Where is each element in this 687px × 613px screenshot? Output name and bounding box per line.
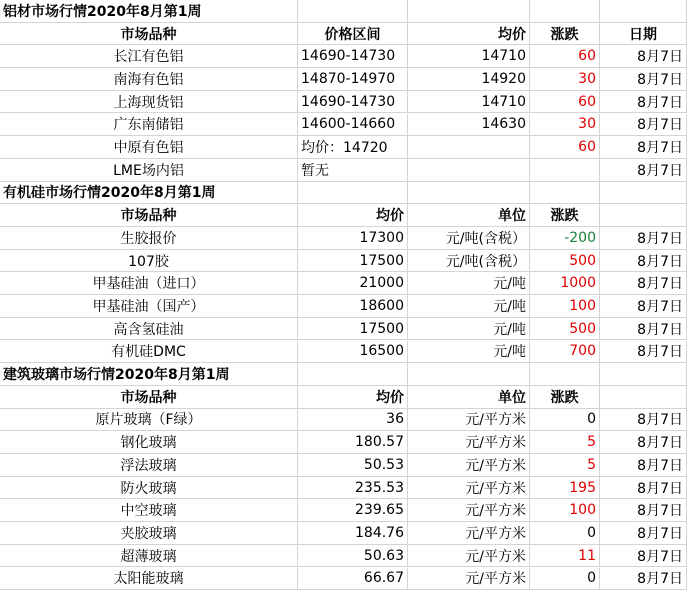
price-range-cell[interactable]: 14870-14970 <box>298 68 408 91</box>
unit-cell[interactable]: 元/吨(含税） <box>408 227 530 250</box>
empty-cell[interactable] <box>600 204 687 227</box>
table-row <box>0 545 687 568</box>
avg-price-cell[interactable]: 21000 <box>298 272 408 295</box>
market-name-cell[interactable]: LME场内铝 <box>0 159 298 182</box>
unit-cell[interactable]: 元/平方米 <box>408 409 530 432</box>
market-name-cell[interactable]: 钢化玻璃 <box>0 431 298 454</box>
table-row <box>0 454 687 477</box>
date-cell[interactable]: 8月7日 <box>600 136 687 159</box>
header-avg[interactable]: 均价 <box>408 23 530 46</box>
market-name-cell[interactable]: 原片玻璃（F绿） <box>0 409 298 432</box>
market-name-cell[interactable]: 广东南储铝 <box>0 114 298 137</box>
table-row <box>0 522 687 545</box>
market-name-cell[interactable]: 生胶报价 <box>0 227 298 250</box>
empty-cell[interactable] <box>530 182 600 205</box>
date-cell[interactable]: 8月7日 <box>600 522 687 545</box>
empty-cell[interactable] <box>298 363 408 386</box>
price-range-cell[interactable]: 暂无 <box>298 159 408 182</box>
section-title[interactable]: 铝材市场行情2020年8月第1周 <box>0 0 298 23</box>
header-name[interactable]: 市场品种 <box>0 204 298 227</box>
header-name[interactable]: 市场品种 <box>0 386 298 409</box>
unit-cell[interactable]: 元/平方米 <box>408 499 530 522</box>
avg-price-cell[interactable]: 18600 <box>298 295 408 318</box>
empty-cell[interactable] <box>600 182 687 205</box>
table-row <box>0 114 687 137</box>
change-cell[interactable]: 60 <box>530 45 600 68</box>
table-row <box>0 227 687 250</box>
unit-cell[interactable]: 元/平方米 <box>408 568 530 591</box>
avg-price-cell[interactable]: 17500 <box>298 318 408 341</box>
table-row <box>0 409 687 432</box>
header-row-glass <box>0 386 687 409</box>
empty-cell[interactable] <box>408 363 530 386</box>
avg-price-cell[interactable]: 16500 <box>298 341 408 364</box>
market-name-cell[interactable]: 南海有色铝 <box>0 68 298 91</box>
header-unit[interactable]: 单位 <box>408 204 530 227</box>
table-row <box>0 159 687 182</box>
avg-price-cell[interactable] <box>408 136 530 159</box>
section-title-aluminum <box>0 0 687 23</box>
header-name[interactable]: 市场品种 <box>0 23 298 46</box>
header-date[interactable]: 日期 <box>600 23 687 46</box>
change-cell[interactable]: 11 <box>530 545 600 568</box>
market-name-cell[interactable]: 中原有色铝 <box>0 136 298 159</box>
change-cell[interactable]: 700 <box>530 341 600 364</box>
unit-cell[interactable]: 元/平方米 <box>408 477 530 500</box>
date-cell[interactable]: 8月7日 <box>600 568 687 591</box>
price-range-cell[interactable]: 均价：14720 <box>298 136 408 159</box>
avg-price-cell[interactable]: 235.53 <box>298 477 408 500</box>
date-cell[interactable]: 8月7日 <box>600 341 687 364</box>
change-cell[interactable]: 0 <box>530 522 600 545</box>
market-name-cell[interactable]: 防火玻璃 <box>0 477 298 500</box>
date-cell[interactable]: 8月7日 <box>600 159 687 182</box>
unit-cell[interactable]: 元/吨(含税） <box>408 250 530 273</box>
empty-cell[interactable] <box>408 182 530 205</box>
change-cell[interactable]: 60 <box>530 91 600 114</box>
change-cell[interactable]: 60 <box>530 136 600 159</box>
table-row <box>0 295 687 318</box>
table-row <box>0 431 687 454</box>
date-cell[interactable]: 8月7日 <box>600 68 687 91</box>
change-cell[interactable]: 195 <box>530 477 600 500</box>
date-cell[interactable]: 8月7日 <box>600 250 687 273</box>
market-name-cell[interactable]: 太阳能玻璃 <box>0 568 298 591</box>
change-cell[interactable]: 30 <box>530 114 600 137</box>
price-range-cell[interactable]: 14690-14730 <box>298 91 408 114</box>
avg-price-cell[interactable]: 184.76 <box>298 522 408 545</box>
price-range-cell[interactable]: 14600-14660 <box>298 114 408 137</box>
unit-cell[interactable]: 元/平方米 <box>408 431 530 454</box>
date-cell[interactable]: 8月7日 <box>600 114 687 137</box>
table-row <box>0 68 687 91</box>
avg-price-cell[interactable] <box>408 159 530 182</box>
date-cell[interactable]: 8月7日 <box>600 454 687 477</box>
market-name-cell[interactable]: 107胶 <box>0 250 298 273</box>
avg-price-cell[interactable]: 180.57 <box>298 431 408 454</box>
table-row <box>0 341 687 364</box>
date-cell[interactable]: 8月7日 <box>600 499 687 522</box>
market-name-cell[interactable]: 有机硅DMC <box>0 341 298 364</box>
change-cell[interactable]: 30 <box>530 68 600 91</box>
empty-cell[interactable] <box>600 363 687 386</box>
change-cell[interactable]: 5 <box>530 454 600 477</box>
table-row <box>0 499 687 522</box>
table-row <box>0 136 687 159</box>
market-name-cell[interactable]: 超薄玻璃 <box>0 545 298 568</box>
unit-cell[interactable]: 元/吨 <box>408 272 530 295</box>
table-row <box>0 568 687 591</box>
avg-price-cell[interactable]: 14710 <box>408 91 530 114</box>
unit-cell[interactable]: 元/吨 <box>408 341 530 364</box>
header-range[interactable]: 价格区间 <box>298 23 408 46</box>
table-row <box>0 318 687 341</box>
date-cell[interactable]: 8月7日 <box>600 545 687 568</box>
header-change[interactable]: 涨跌 <box>530 204 600 227</box>
empty-cell[interactable] <box>298 182 408 205</box>
table-row <box>0 250 687 273</box>
section-title[interactable]: 建筑玻璃市场行情2020年8月第1周 <box>0 363 298 386</box>
change-cell[interactable]: 1000 <box>530 272 600 295</box>
header-avg[interactable]: 均价 <box>298 204 408 227</box>
section-title-glass <box>0 363 687 386</box>
avg-price-cell[interactable]: 50.63 <box>298 545 408 568</box>
date-cell[interactable]: 8月7日 <box>600 318 687 341</box>
market-name-cell[interactable]: 浮法玻璃 <box>0 454 298 477</box>
market-name-cell[interactable]: 中空玻璃 <box>0 499 298 522</box>
header-change[interactable]: 涨跌 <box>530 386 600 409</box>
section-title[interactable]: 有机硅市场行情2020年8月第1周 <box>0 182 298 205</box>
table-row <box>0 45 687 68</box>
empty-cell[interactable] <box>298 0 408 23</box>
unit-cell[interactable]: 元/平方米 <box>408 454 530 477</box>
price-range-cell[interactable]: 14690-14730 <box>298 45 408 68</box>
table-row <box>0 477 687 500</box>
date-cell[interactable]: 8月7日 <box>600 295 687 318</box>
date-cell[interactable]: 8月7日 <box>600 477 687 500</box>
avg-price-cell[interactable]: 66.67 <box>298 568 408 591</box>
change-cell[interactable]: -200 <box>530 227 600 250</box>
change-cell[interactable]: 100 <box>530 295 600 318</box>
date-cell[interactable]: 8月7日 <box>600 409 687 432</box>
date-cell[interactable]: 8月7日 <box>600 45 687 68</box>
avg-price-cell[interactable]: 14920 <box>408 68 530 91</box>
market-name-cell[interactable]: 甲基硅油（国产） <box>0 295 298 318</box>
empty-cell[interactable] <box>408 0 530 23</box>
change-cell[interactable]: 5 <box>530 431 600 454</box>
date-cell[interactable]: 8月7日 <box>600 227 687 250</box>
empty-cell[interactable] <box>530 363 600 386</box>
avg-price-cell[interactable]: 17500 <box>298 250 408 273</box>
section-title-silicone <box>0 182 687 205</box>
market-name-cell[interactable]: 甲基硅油（进口） <box>0 272 298 295</box>
unit-cell[interactable]: 元/吨 <box>408 318 530 341</box>
table-row <box>0 272 687 295</box>
unit-cell[interactable]: 元/吨 <box>408 295 530 318</box>
change-cell[interactable]: 500 <box>530 318 600 341</box>
avg-price-cell[interactable]: 36 <box>298 409 408 432</box>
date-cell[interactable]: 8月7日 <box>600 431 687 454</box>
empty-cell[interactable] <box>600 386 687 409</box>
header-change[interactable]: 涨跌 <box>530 23 600 46</box>
avg-price-cell[interactable]: 14710 <box>408 45 530 68</box>
unit-cell[interactable]: 元/平方米 <box>408 545 530 568</box>
header-avg[interactable]: 均价 <box>298 386 408 409</box>
empty-cell[interactable] <box>600 0 687 23</box>
table-row <box>0 91 687 114</box>
avg-price-cell[interactable]: 17300 <box>298 227 408 250</box>
market-name-cell[interactable]: 夹胶玻璃 <box>0 522 298 545</box>
header-row-silicone <box>0 204 687 227</box>
market-name-cell[interactable]: 高含氢硅油 <box>0 318 298 341</box>
avg-price-cell[interactable]: 239.65 <box>298 499 408 522</box>
market-name-cell[interactable]: 上海现货铝 <box>0 91 298 114</box>
change-cell[interactable]: 0 <box>530 409 600 432</box>
change-cell[interactable]: 500 <box>530 250 600 273</box>
date-cell[interactable]: 8月7日 <box>600 91 687 114</box>
market-name-cell[interactable]: 长江有色铝 <box>0 45 298 68</box>
change-cell[interactable]: 0 <box>530 568 600 591</box>
date-cell[interactable]: 8月7日 <box>600 272 687 295</box>
header-row-aluminum <box>0 23 687 46</box>
header-unit[interactable]: 单位 <box>408 386 530 409</box>
avg-price-cell[interactable]: 14630 <box>408 114 530 137</box>
change-cell[interactable] <box>530 159 600 182</box>
change-cell[interactable]: 100 <box>530 499 600 522</box>
avg-price-cell[interactable]: 50.53 <box>298 454 408 477</box>
unit-cell[interactable]: 元/平方米 <box>408 522 530 545</box>
empty-cell[interactable] <box>530 0 600 23</box>
